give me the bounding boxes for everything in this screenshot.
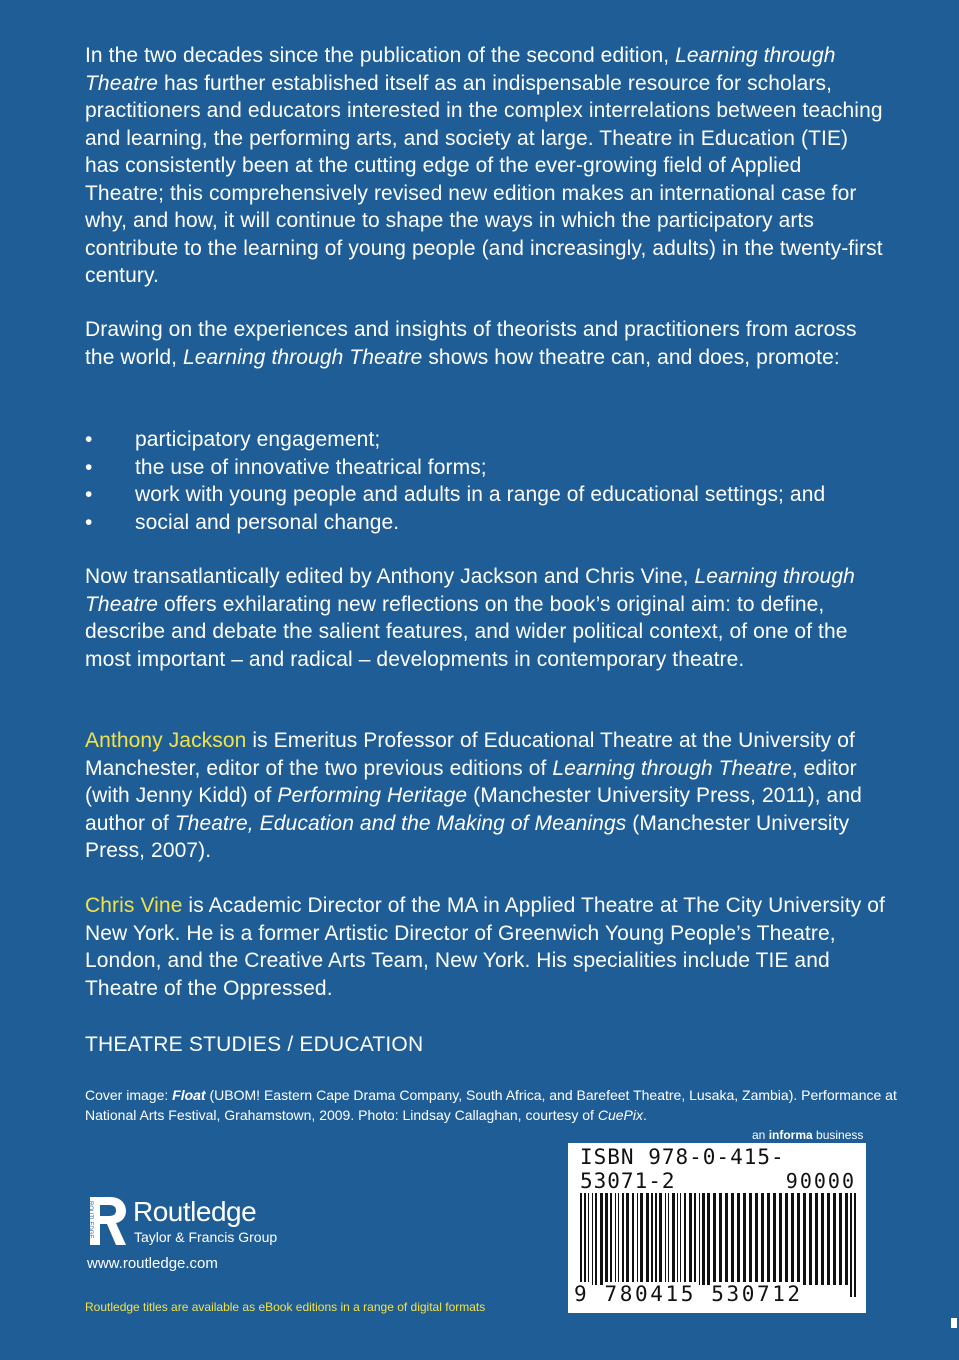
svg-text:ROUTLEDGE: ROUTLEDGE bbox=[87, 1201, 93, 1239]
book-title: Learning through Theatre bbox=[85, 44, 836, 95]
informa-business-tag: an informa business bbox=[752, 1128, 864, 1142]
barcode-bar bbox=[665, 1193, 666, 1285]
barcode-bar bbox=[719, 1193, 722, 1285]
barcode-bar bbox=[809, 1193, 812, 1285]
barcode-bar bbox=[803, 1193, 806, 1285]
barcode-bar bbox=[637, 1193, 638, 1285]
book-title: Learning through Theatre bbox=[85, 565, 855, 616]
barcode-bar bbox=[646, 1193, 649, 1285]
barcode-bar bbox=[588, 1193, 589, 1285]
blurb-paragraph-1: In the two decades since the publication of the second edition, Learning through Theatre has further established itself as an indispensable resource for scholars, practitioners and educators interested in the complex interrelations between teaching and learning, the performing arts, and society at large. Theatre in Education (TIE) has consistently been at the cutting edge of the ever-growing field of Applied Theatre; this comprehensively revised new edition makes an international case for why, and how, it will continue to shape the ways in which the participatory arts contribute to the learning of young people (and increasingly, adults) in the twenty-first century. bbox=[85, 44, 883, 287]
editor-name: Chris Vine bbox=[85, 894, 183, 917]
isbn-digits: 9 780415 530712 bbox=[574, 1282, 803, 1306]
editor-bio-jackson: Anthony Jackson is Emeritus Professor of Educational Theatre at the University of Manchester, editor of the two previous editions of Learning through Theatre, editor (with Jenny Kidd) of Performing Heritage (Manchester University Press, 2011), and author of Theatre, Education and the Making of Meanings (Manchester University Press, 2007). bbox=[85, 729, 862, 862]
barcode-bar bbox=[694, 1193, 696, 1285]
barcode-bar bbox=[702, 1193, 705, 1285]
barcode-bar bbox=[707, 1193, 710, 1285]
barcode-bar bbox=[659, 1193, 662, 1285]
isbn-barcode bbox=[568, 1143, 866, 1313]
barcode-bar bbox=[680, 1193, 681, 1285]
blurb-paragraph-2: Drawing on the experiences and insights of theorists and practitioners from across the world, Learning through Theatre shows how theatre can, and does, promote: bbox=[85, 318, 857, 369]
barcode-bar bbox=[725, 1193, 728, 1285]
ebook-note: Routledge titles are available as eBook editions in a range of digital formats bbox=[85, 1300, 486, 1314]
barcode-bar bbox=[797, 1193, 800, 1285]
list-item: • social and personal change. bbox=[85, 509, 885, 537]
barcode-bar bbox=[743, 1193, 746, 1285]
barcode-bar bbox=[626, 1193, 629, 1285]
barcode-bar bbox=[592, 1193, 593, 1285]
isbn-label: ISBN 978-0-415-53071-2 bbox=[580, 1145, 785, 1193]
subject-category: THEATRE STUDIES / EDUCATION bbox=[85, 1033, 424, 1056]
barcode-bar bbox=[615, 1193, 616, 1285]
barcode-bar bbox=[640, 1193, 643, 1285]
bullet-icon: • bbox=[85, 455, 93, 479]
list-item: • work with young people and adults in a range of educational settings; and bbox=[85, 481, 885, 509]
routledge-logo-icon bbox=[86, 1193, 130, 1249]
publisher-website[interactable]: www.routledge.com bbox=[87, 1255, 218, 1272]
cover-image-credit: Cover image: Float (UBOM! Eastern Cape Drama Company, South Africa, and Barefeet Theatre, Lusaka, Zambia). Performance at National Arts Festival, Grahamstown, 2009. Photo: Lindsay Callaghan, courtesy of CuePix. bbox=[85, 1087, 897, 1123]
barcode-bar bbox=[785, 1193, 788, 1285]
barcode-bar bbox=[737, 1193, 740, 1285]
editor-bio-vine: Chris Vine is Academic Director of the MA in Applied Theatre at The City University of New York. He is a former Artistic Director of Greenwich Young People’s Theatre, London, and the Creative Arts Team, New York. His specialities include TIE and Theatre of the Oppressed. bbox=[85, 894, 885, 1000]
barcode-bar bbox=[677, 1193, 678, 1285]
book-title: Learning through Theatre bbox=[182, 345, 423, 369]
publisher-name: Routledge bbox=[133, 1196, 257, 1227]
barcode-bar bbox=[622, 1193, 624, 1285]
barcode-bar bbox=[821, 1193, 824, 1285]
barcode-bar bbox=[689, 1193, 692, 1285]
barcode-bar bbox=[668, 1193, 669, 1285]
promote-list bbox=[85, 426, 885, 536]
barcode-bar bbox=[632, 1193, 634, 1285]
barcode-bar bbox=[699, 1193, 700, 1285]
barcode-bar bbox=[827, 1193, 830, 1285]
barcode-bar bbox=[684, 1193, 686, 1285]
barcode-bar bbox=[672, 1193, 675, 1285]
barcode-bar bbox=[839, 1193, 842, 1285]
bullet-icon: • bbox=[85, 483, 93, 506]
barcode-bar bbox=[595, 1193, 597, 1285]
bullet-icon: • bbox=[85, 428, 93, 451]
list-item: • the use of innovative theatrical forms; bbox=[85, 454, 885, 482]
edge-mark bbox=[951, 1318, 957, 1328]
barcode-bar bbox=[731, 1193, 734, 1285]
barcode-bar bbox=[749, 1193, 752, 1285]
barcode-bar bbox=[833, 1193, 836, 1285]
barcode-bar bbox=[773, 1193, 776, 1285]
barcode-bar bbox=[618, 1193, 619, 1285]
list-item: • participatory engagement; bbox=[85, 426, 885, 454]
bullet-icon: • bbox=[85, 510, 93, 534]
barcode-bar bbox=[755, 1193, 758, 1285]
barcode-bar bbox=[779, 1193, 782, 1285]
barcode-bar bbox=[815, 1193, 818, 1285]
price-code: 90000 bbox=[785, 1169, 856, 1193]
editor-name: Anthony Jackson bbox=[85, 729, 247, 752]
publisher-group: Taylor & Francis Group bbox=[134, 1229, 278, 1245]
barcode-bar bbox=[767, 1193, 770, 1285]
barcode-bar bbox=[605, 1193, 608, 1285]
barcode-bar bbox=[791, 1193, 794, 1285]
blurb-paragraph-3: Now transatlantically edited by Anthony Jackson and Chris Vine, Learning through Theatre offers exhilarating new reflections on the book’s original aim: to define, describe and debate the salient features, and wider political context, of one of the most important – and radical – developments in contemporary theatre. bbox=[85, 565, 855, 671]
barcode-bar bbox=[600, 1193, 603, 1285]
barcode-bar bbox=[610, 1193, 612, 1285]
barcode-bar bbox=[713, 1193, 716, 1285]
barcode-bar bbox=[845, 1193, 848, 1285]
barcode-bar bbox=[761, 1193, 764, 1285]
